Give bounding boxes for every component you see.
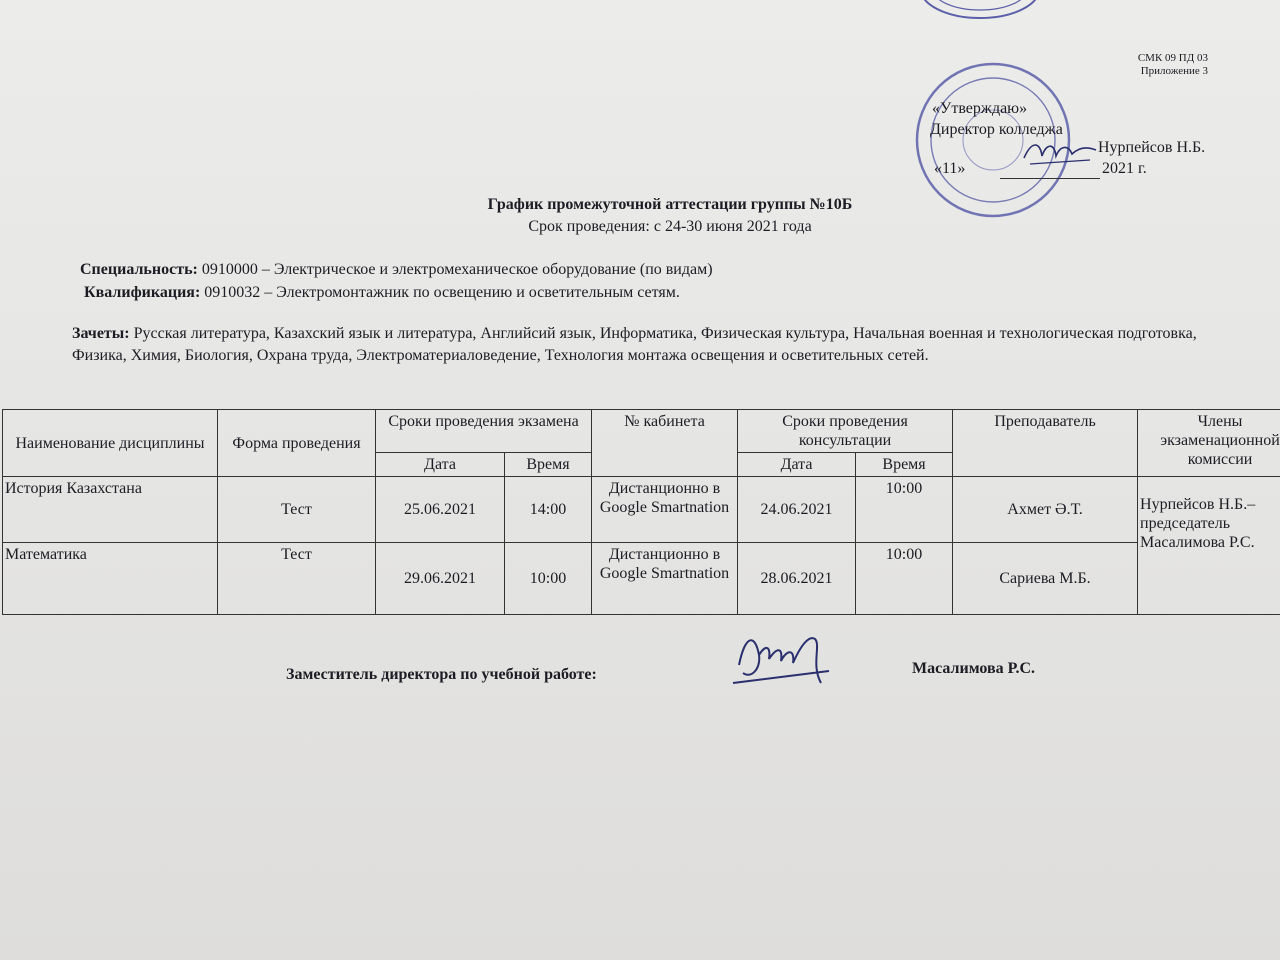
- row-consult-date: 28.06.2021: [738, 543, 856, 615]
- header-room: № кабинета: [592, 410, 738, 477]
- row-form: Тест: [218, 477, 376, 543]
- header-consult-period: Сроки проведения консультации: [738, 410, 953, 453]
- smk-code: СМК 09 ПД 03: [1137, 52, 1208, 64]
- table-row: [3, 543, 1280, 615]
- document-period: Срок проведения: с 24-30 июня 2021 года: [528, 218, 812, 235]
- director-name: Нурпейсов Н.Б.: [1098, 139, 1206, 156]
- specialty-line: [80, 261, 713, 279]
- row-exam-date: 25.06.2021: [376, 477, 505, 543]
- row-room: Дистанционно в Google Smartnation: [592, 477, 738, 543]
- qualification-label: Квалификация:: [84, 284, 201, 301]
- header-form: Форма проведения: [218, 410, 376, 477]
- row-exam-time: 14:00: [505, 477, 592, 543]
- row-teacher: Сариева М.Б.: [953, 543, 1138, 615]
- appendix-label: Приложение 3: [1140, 65, 1208, 77]
- row-consult-date: 24.06.2021: [738, 477, 856, 543]
- director-title: Директор колледжа: [930, 121, 1063, 138]
- row-exam-date: 29.06.2021: [376, 543, 505, 615]
- specialty-label: Специальность:: [80, 261, 198, 278]
- document-code: [1080, 52, 1208, 78]
- deputy-signature: [725, 625, 845, 695]
- header-exam-date: Дата: [376, 453, 505, 477]
- approve-year: 2021 г.: [1102, 160, 1147, 177]
- document-title-block: [0, 194, 1280, 238]
- header-exam-period: Сроки проведения экзамена: [376, 410, 592, 453]
- row-commission: Нурпейсов Н.Б.– председатель Масалимова Р.С.: [1138, 477, 1280, 615]
- schedule-table: [2, 409, 1280, 615]
- row-consult-time: 10:00: [856, 543, 953, 615]
- row-consult-time: 10:00: [856, 477, 953, 543]
- date-underline: [1000, 178, 1100, 179]
- header-consult-time: Время: [856, 453, 953, 477]
- qualification-line: [84, 284, 680, 302]
- row-form: Тест: [218, 543, 376, 615]
- row-exam-time: 10:00: [505, 543, 592, 615]
- director-signature: [1020, 130, 1100, 170]
- document-title: График промежуточной аттестации группы №10Б: [487, 196, 853, 213]
- header-exam-time: Время: [505, 453, 592, 477]
- footer-name: Масалимова Р.С.: [912, 660, 1035, 677]
- table-row: [3, 477, 1280, 543]
- row-discipline: Математика: [3, 543, 218, 615]
- header-commission: Члены экзаменационной комиссии: [1138, 410, 1280, 477]
- credits-label: Зачеты:: [72, 325, 130, 342]
- header-discipline: Наименование дисциплины: [3, 410, 218, 477]
- credits-paragraph: [72, 323, 1222, 367]
- footer-role: Заместитель директора по учебной работе:: [286, 666, 597, 683]
- specialty-value: 0910000 – Электрическое и электромеханическое оборудование (по видам): [197, 261, 713, 278]
- header-consult-date: Дата: [738, 453, 856, 477]
- stamp-seal-top: [915, 0, 1045, 22]
- header-teacher: Преподаватель: [953, 410, 1138, 477]
- approve-label: «Утверждаю»: [932, 100, 1028, 117]
- row-discipline: История Казахстана: [3, 477, 218, 543]
- row-room: Дистанционно в Google Smartnation: [592, 543, 738, 615]
- approve-day: «11»: [934, 160, 966, 177]
- qualification-value: 0910032 – Электромонтажник по освещению и осветительным сетям.: [200, 284, 680, 301]
- credits-value: Русская литература, Казахский язык и литература, Английсий язык, Информатика, Физическая культура, Начальная военная и технологическая подготовка, Физика, Химия, Биология, Охрана труда, Электроматериаловедение, Технология монтажа освещения и осветительных сетей.: [72, 325, 1197, 364]
- row-teacher: Ахмет Ә.Т.: [953, 477, 1138, 543]
